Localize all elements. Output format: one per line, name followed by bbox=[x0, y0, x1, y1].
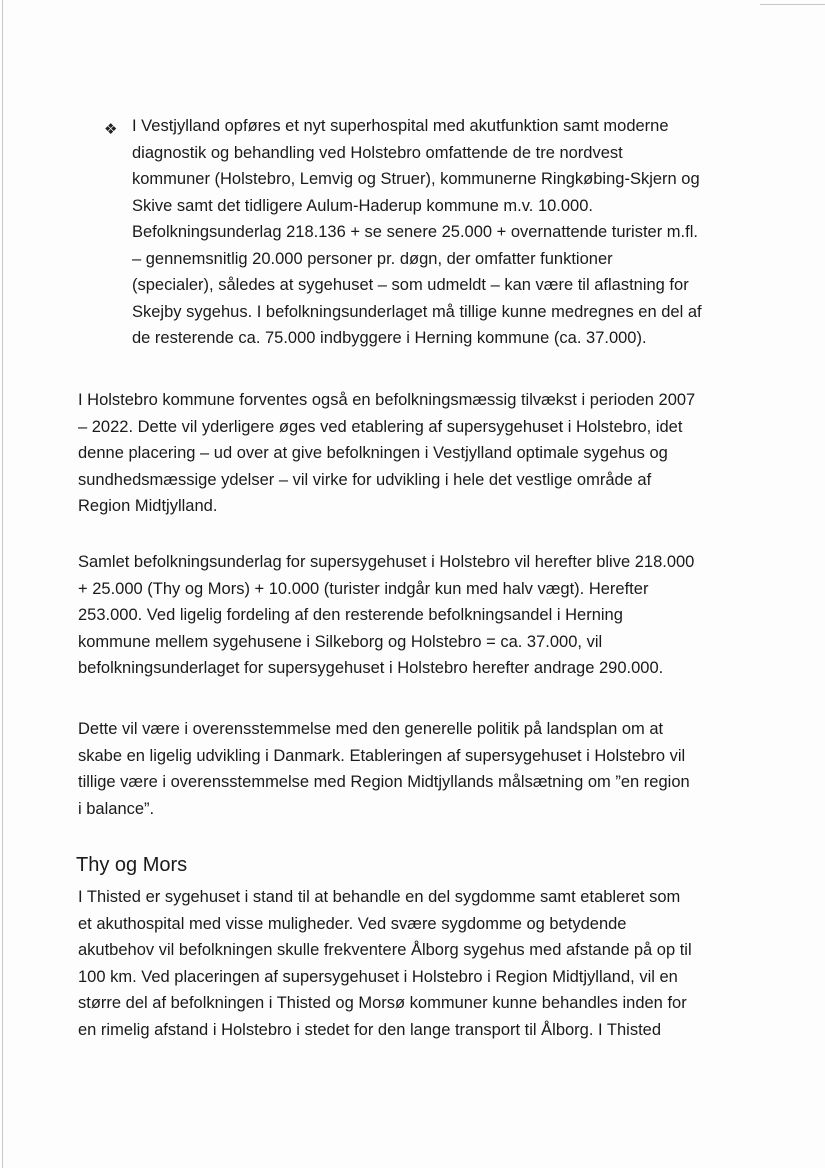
text-line: I Vestjylland opføres et nyt superhospital med akutfunktion samt moderne bbox=[132, 117, 669, 135]
text-line: Region Midtjylland. bbox=[78, 497, 218, 515]
text-line: Befolkningsunderlag 218.136 + se senere 25.000 + overnattende turister m.fl. bbox=[132, 223, 698, 241]
diamond-bullet-icon: ❖ bbox=[104, 121, 118, 138]
text-line: diagnostik og behandling ved Holstebro omfattende de tre nordvest bbox=[132, 143, 623, 162]
text-line: + 25.000 (Thy og Mors) + 10.000 (turister indgår kun med halv vægt). Herefter bbox=[78, 579, 649, 598]
paragraph-thy-mors bbox=[78, 884, 768, 1043]
text-line: de resterende ca. 75.000 indbyggere i Herning kommune (ca. 37.000). bbox=[132, 329, 647, 347]
text-line: akutbehov vil befolkningen skulle frekventere Ålborg sygehus med afstande på op til bbox=[78, 941, 692, 959]
text-line: Skive samt det tidligere Aulum-Haderup kommune m.v. 10.000. bbox=[132, 196, 593, 215]
bullet-text bbox=[132, 113, 772, 352]
text-line: Samlet befolkningsunderlag for supersygehuset i Holstebro vil herefter blive 218.000 bbox=[78, 553, 695, 571]
text-line: befolkningsunderlaget for supersygehuset i Holstebro herefter andrage 290.000. bbox=[78, 659, 664, 677]
text-line: større del af befolkningen i Thisted og Morsø kommuner kunne behandles inden for bbox=[78, 994, 687, 1012]
paragraph-policy bbox=[78, 716, 768, 822]
text-line: en rimelig afstand i Holstebro i stedet for den lange transport til Ålborg. I Thisted bbox=[78, 1020, 662, 1039]
text-line: Dette vil være i overensstemmelse med den generelle politik på landsplan om at bbox=[78, 720, 664, 738]
section-heading: Thy og Mors bbox=[76, 854, 188, 876]
text-line: 253.000. Ved ligelig fordeling af den resterende befolkningsandel i Herning bbox=[78, 606, 623, 624]
text-line: (specialer), således at sygehuset – som udmeldt – kan være til aflastning for bbox=[132, 276, 689, 294]
text-line: 100 km. Ved placeringen af supersygehuset i Holstebro i Region Midtjylland, vil en bbox=[78, 967, 678, 986]
text-line: skabe en ligelig udvikling i Danmark. Etableringen af supersygehuset i Holstebro vil bbox=[78, 746, 686, 765]
text-line: – 2022. Dette vil yderligere øges ved etablering af supersygehuset i Holstebro, idet bbox=[78, 417, 683, 436]
text-line: – gennemsnitlig 20.000 personer pr. døgn, der omfatter funktioner bbox=[132, 249, 613, 268]
text-line: Skejby sygehus. I befolkningsunderlaget må tillige kunne medregnes en del af bbox=[132, 302, 702, 321]
text-line: kommune mellem sygehusene i Silkeborg og Holstebro = ca. 37.000, vil bbox=[78, 632, 603, 651]
text-line: kommuner (Holstebro, Lemvig og Struer), kommunerne Ringkøbing-Skjern og bbox=[132, 170, 700, 188]
text-line: i balance”. bbox=[78, 799, 155, 818]
paragraph-holstebro-growth bbox=[78, 387, 768, 520]
text-line: tillige være i overensstemmelse med Region Midtjyllands målsætning om ”en region bbox=[78, 773, 690, 791]
scan-edge-left bbox=[2, 0, 3, 1168]
text-line: et akuthospital med visse muligheder. Ved svære sygdomme og betydende bbox=[78, 914, 627, 933]
text-line: sundhedsmæssige ydelser – vil virke for udvikling i hele det vestlige område af bbox=[78, 470, 652, 489]
text-line: denne placering – ud over at give befolkningen i Vestjylland optimale sygehus og bbox=[78, 444, 668, 462]
text-line: I Thisted er sygehuset i stand til at behandle en del sygdomme samt etableret som bbox=[78, 888, 681, 906]
text-line: I Holstebro kommune forventes også en befolkningsmæssig tilvækst i perioden 2007 bbox=[78, 391, 696, 409]
paragraph-population-base bbox=[78, 549, 768, 682]
scan-edge-top bbox=[760, 4, 825, 5]
